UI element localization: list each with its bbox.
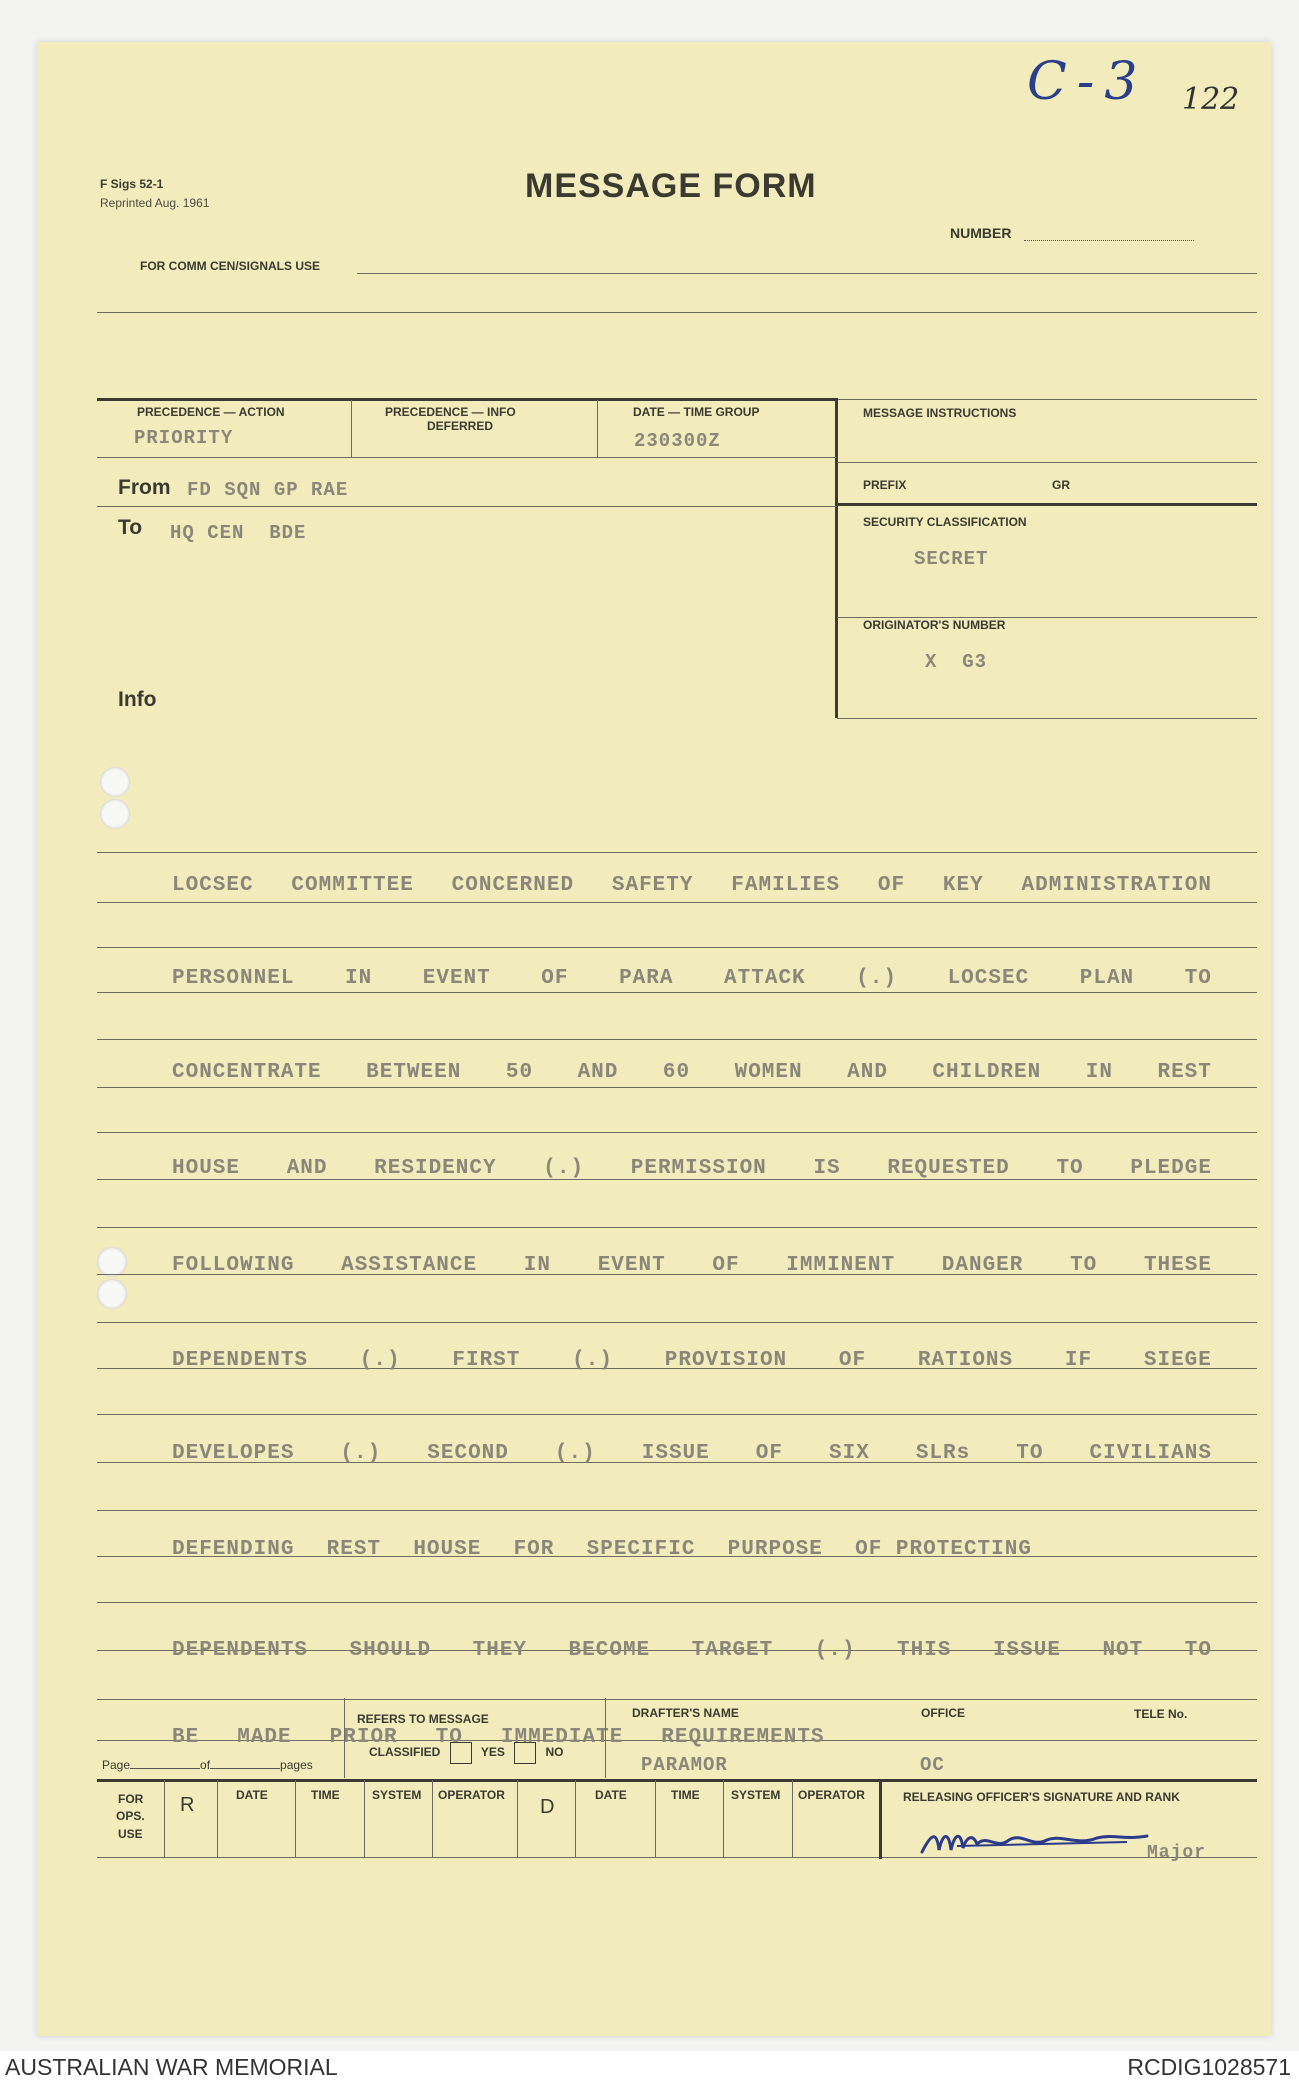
message-body-line — [172, 1442, 1212, 1465]
message-word: SAFETY — [611, 874, 694, 897]
message-word: (.) — [543, 1157, 585, 1180]
message-word: SLRs — [915, 1442, 971, 1465]
message-word: DEVELOPES — [172, 1442, 295, 1465]
message-word: IN — [523, 1254, 552, 1277]
message-word: ADMINISTRATION — [1021, 874, 1212, 897]
originator-value: X G3 — [925, 651, 988, 673]
drafter-label: DRAFTER'S NAME — [632, 1706, 739, 1720]
message-word: PRIOR — [329, 1726, 398, 1749]
yes-label: YES — [480, 1745, 505, 1760]
message-word: (.) — [814, 1639, 856, 1662]
message-word: NOT — [1102, 1639, 1144, 1662]
message-word: DANGER — [941, 1254, 1024, 1277]
message-word: REQUESTED — [887, 1157, 1010, 1180]
message-word: RATIONS — [917, 1349, 1014, 1372]
message-word: FAMILIES — [731, 874, 841, 897]
time-label: TIME — [671, 1788, 700, 1802]
message-word: TO — [435, 1726, 463, 1749]
message-word: PARA — [619, 967, 674, 990]
date-label: DATE — [595, 1788, 627, 1802]
message-body-line — [172, 1639, 1212, 1662]
page-label: Page — [102, 1758, 131, 1772]
message-word: IS — [813, 1157, 841, 1180]
message-word: (.) — [554, 1442, 596, 1465]
message-word: IF — [1064, 1349, 1093, 1372]
prefix-label: PREFIX — [863, 478, 907, 492]
precedence-action-value: PRIORITY — [134, 427, 234, 449]
from-label: From — [118, 476, 171, 499]
message-word: AND — [847, 1061, 888, 1084]
system-label: SYSTEM — [372, 1788, 422, 1802]
message-word: KEY — [942, 874, 984, 897]
message-word: THEY — [472, 1639, 528, 1662]
message-body-line — [172, 1349, 1212, 1372]
number-field[interactable] — [1024, 240, 1194, 241]
archive-id: RCDIG1028571 — [1127, 2054, 1291, 2080]
message-word: (.) — [572, 1349, 613, 1372]
message-word: OF — [755, 1442, 783, 1465]
message-word: TO — [1056, 1157, 1084, 1180]
punch-hole — [97, 1279, 127, 1309]
message-word: IMMEDIATE — [500, 1726, 624, 1749]
message-word: CIVILIANS — [1089, 1442, 1212, 1465]
message-word: (.) — [359, 1349, 401, 1372]
time-label: TIME — [311, 1788, 340, 1802]
message-word: 60 — [662, 1061, 691, 1084]
drafter-value: PARAMOR — [641, 1754, 728, 1776]
punch-hole — [97, 1247, 127, 1277]
operator-label: OPERATOR — [798, 1788, 865, 1802]
instructions-label: MESSAGE INSTRUCTIONS — [863, 406, 1017, 420]
office-value: OC — [920, 1754, 945, 1776]
message-word: SPECIFIC — [586, 1538, 696, 1561]
message-word: ISSUE — [641, 1442, 710, 1465]
message-body-line — [172, 967, 1212, 990]
message-word: PLAN — [1079, 967, 1135, 990]
dtg-label: DATE — TIME GROUP — [633, 405, 760, 419]
dtg-value: 230300Z — [634, 430, 721, 452]
message-word: REST — [1157, 1061, 1212, 1084]
message-word: HOUSE — [172, 1157, 241, 1180]
message-word: ISSUE — [992, 1639, 1061, 1662]
message-word: THIS — [897, 1639, 952, 1662]
message-word: (.) — [340, 1442, 382, 1465]
archive-name: AUSTRALIAN WAR MEMORIAL — [5, 2054, 338, 2080]
punch-hole — [100, 767, 130, 797]
operator-label: OPERATOR — [438, 1788, 505, 1802]
comm-cen-label: FOR COMM CEN/SIGNALS USE — [140, 259, 321, 273]
message-word: TO — [1016, 1442, 1044, 1465]
message-word: LOCSEC — [172, 874, 254, 897]
message-word: TO — [1184, 1639, 1212, 1662]
message-word: IN — [1085, 1061, 1113, 1084]
message-word: SHOULD — [349, 1639, 432, 1662]
message-word: DEFENDING — [172, 1538, 295, 1561]
message-word: FOR — [513, 1538, 555, 1561]
message-word: OF — [838, 1349, 867, 1372]
message-word: DEPENDENTS — [172, 1349, 309, 1372]
message-form-sheet — [37, 42, 1271, 2036]
message-word: PURPOSE — [727, 1538, 823, 1561]
refers-label: REFERS TO MESSAGE — [357, 1712, 489, 1726]
message-word: IMMINENT — [786, 1254, 896, 1277]
message-word: TO — [1184, 967, 1212, 990]
message-word: MADE — [237, 1726, 292, 1749]
precedence-action-label: PRECEDENCE — ACTION — [137, 405, 285, 419]
message-word: PLEDGE — [1130, 1157, 1212, 1180]
message-word: WOMEN — [734, 1061, 803, 1084]
date-label: DATE — [236, 1788, 268, 1802]
message-body-line — [172, 1157, 1212, 1180]
message-word: PERMISSION — [630, 1157, 767, 1180]
classified-row — [369, 1742, 564, 1764]
message-word: AND — [577, 1061, 619, 1084]
message-word: SIEGE — [1143, 1349, 1212, 1372]
message-word: 50 — [505, 1061, 534, 1084]
classified-label: CLASSIFIED — [369, 1745, 441, 1760]
no-checkbox[interactable] — [514, 1742, 536, 1764]
message-word: CHILDREN — [932, 1061, 1042, 1084]
message-word: ASSISTANCE — [341, 1254, 478, 1277]
form-title: MESSAGE FORM — [525, 167, 817, 205]
originator-label: ORIGINATOR'S NUMBER — [863, 618, 1006, 632]
message-word: HOUSE — [413, 1538, 482, 1561]
message-word: (.) — [856, 967, 898, 990]
message-word: EVENT — [597, 1254, 666, 1277]
ops-label-2: OPS. — [116, 1809, 145, 1823]
message-word: RESIDENCY — [374, 1157, 497, 1180]
reprinted-note: Reprinted Aug. 1961 — [100, 196, 210, 210]
message-body-line — [172, 1538, 1032, 1561]
message-word: FIRST — [452, 1349, 521, 1372]
message-body-line — [172, 874, 1212, 897]
signature-image — [917, 1822, 1157, 1862]
message-word: EVENT — [422, 967, 491, 990]
message-word: BECOME — [568, 1639, 651, 1662]
message-word: DEPENDENTS — [172, 1639, 309, 1662]
form-code: F Sigs 52-1 — [100, 177, 164, 191]
message-word: BE — [172, 1726, 200, 1749]
pages-label: pages — [280, 1758, 313, 1772]
ops-label-3: USE — [118, 1827, 143, 1841]
archive-footer — [0, 2051, 1299, 2081]
message-word: LOCSEC — [947, 967, 1030, 990]
punch-hole — [100, 799, 130, 829]
ops-label-1: FOR — [118, 1792, 144, 1806]
to-label: To — [118, 516, 143, 539]
message-word: SIX — [829, 1442, 870, 1465]
no-label: NO — [545, 1745, 564, 1760]
message-word: ATTACK — [724, 967, 806, 990]
yes-checkbox[interactable] — [450, 1742, 472, 1764]
handwritten-annotation: C-3 — [1027, 52, 1148, 112]
message-word: TO — [1070, 1254, 1098, 1277]
message-body-line — [172, 1254, 1212, 1277]
message-word: THESE — [1143, 1254, 1212, 1277]
page-count — [102, 1758, 313, 1772]
message-word: COMMITTEE — [291, 874, 414, 897]
rank-value: Major — [1147, 1843, 1207, 1863]
message-word: BETWEEN — [366, 1061, 462, 1084]
message-word: REQUIREMENTS — [661, 1726, 825, 1749]
message-word: OF — [712, 1254, 740, 1277]
message-word: OF — [541, 967, 569, 990]
tele-label: TELE No. — [1134, 1707, 1188, 1721]
security-label: SECURITY CLASSIFICATION — [863, 515, 1027, 529]
number-label: NUMBER — [950, 225, 1012, 241]
info-label: Info — [118, 688, 157, 711]
message-word: AND — [286, 1157, 328, 1180]
of-label: of — [200, 1758, 211, 1772]
message-word: REST — [326, 1538, 382, 1561]
office-label: OFFICE — [921, 1706, 965, 1720]
precedence-info-label: PRECEDENCE — INFO — [385, 405, 516, 419]
message-word: CONCERNED — [451, 874, 575, 897]
message-word: SECOND — [427, 1442, 509, 1465]
message-word: OF — [877, 874, 906, 897]
r-label: R — [180, 1794, 195, 1816]
message-word: IN — [344, 967, 373, 990]
message-word: TARGET — [691, 1639, 774, 1662]
system-label: SYSTEM — [731, 1788, 781, 1802]
gr-label: GR — [1052, 478, 1070, 492]
message-word: FOLLOWING — [172, 1254, 295, 1277]
message-word: PERSONNEL — [172, 967, 295, 990]
message-word: CONCENTRATE — [172, 1061, 322, 1084]
from-value: FD SQN GP RAE — [187, 479, 349, 501]
message-word: OF PROTECTING — [855, 1538, 1032, 1561]
to-value: HQ CEN BDE — [170, 522, 307, 544]
deferred-label: DEFERRED — [427, 419, 494, 433]
d-label: D — [540, 1796, 555, 1818]
releasing-label: RELEASING OFFICER'S SIGNATURE AND RANK — [903, 1790, 1180, 1804]
message-body-line — [172, 1061, 1212, 1084]
security-value: SECRET — [914, 548, 989, 570]
handwritten-page-number: 122 — [1182, 82, 1240, 117]
message-word: PROVISION — [664, 1349, 788, 1372]
